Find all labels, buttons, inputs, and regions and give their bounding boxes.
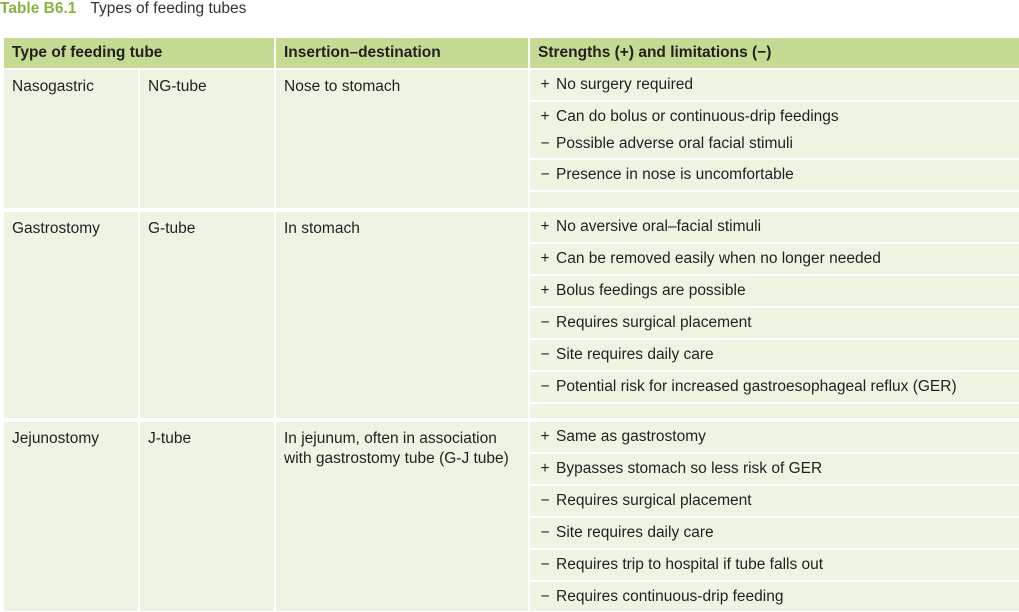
row-group-gastrostomy — [4, 212, 1019, 418]
list-item — [530, 340, 1019, 370]
sign: − — [540, 135, 550, 152]
list-item — [530, 276, 1019, 306]
cell-abbr: J-tube — [140, 422, 274, 611]
sign: + — [540, 108, 550, 125]
item-text: No surgery required — [556, 76, 693, 93]
list-item — [530, 212, 1019, 242]
sign: − — [540, 588, 550, 605]
header-type: Type of feeding tube — [4, 38, 274, 68]
item-text: Can be removed easily when no longer needed — [556, 250, 881, 267]
cell-abbr: NG-tube — [140, 70, 274, 208]
list-item — [530, 518, 1019, 548]
table-title: Types of feeding tubes — [90, 0, 247, 17]
sign: + — [540, 460, 550, 477]
sign: − — [540, 492, 550, 509]
item-text: Possible adverse oral facial stimuli — [556, 135, 793, 152]
list-item — [530, 582, 1019, 611]
list-item — [530, 372, 1019, 402]
item-text: Can do bolus or continuous-drip feedings — [556, 108, 839, 125]
spacer-row — [530, 404, 1019, 418]
item-text: Requires surgical placement — [556, 492, 752, 509]
item-text: Bolus feedings are possible — [556, 282, 746, 299]
list-item — [530, 550, 1019, 580]
item-text: Same as gastrostomy — [556, 428, 706, 445]
sign: + — [540, 282, 550, 299]
sign: − — [540, 524, 550, 541]
cell-destination: Nose to stomach — [276, 70, 528, 208]
sign: + — [540, 428, 550, 445]
list-item — [530, 160, 1019, 190]
cell-destination: In stomach — [276, 212, 528, 418]
sign: − — [540, 166, 550, 183]
list-item — [530, 422, 1019, 452]
item-text: Presence in nose is uncomfortable — [556, 166, 794, 183]
table-number: Table B6.1 — [0, 0, 77, 17]
item-text: No aversive oral–facial stimuli — [556, 218, 762, 235]
list-item — [530, 102, 1019, 158]
item-text: Bypasses stomach so less risk of GER — [556, 460, 823, 477]
spacer-row — [530, 192, 1019, 208]
cell-type: Jejunostomy — [4, 422, 138, 611]
item-text: Site requires daily care — [556, 346, 714, 363]
cell-destination: In jejunum, often in association with gastrostomy tube (G-J tube) — [276, 422, 528, 611]
cell-type: Gastrostomy — [4, 212, 138, 418]
header-strengths: Strengths (+) and limitations (−) — [530, 38, 1019, 68]
sign: − — [540, 346, 550, 363]
sign: − — [540, 556, 550, 573]
list-item — [530, 454, 1019, 484]
list-item — [530, 70, 1019, 100]
item-text: Requires surgical placement — [556, 314, 752, 331]
list-item — [530, 308, 1019, 338]
header-insertion: Insertion–destination — [276, 38, 528, 68]
item-text: Requires continuous-drip feeding — [556, 588, 784, 605]
row-group-jejunostomy — [4, 422, 1019, 611]
cell-type: Nasogastric — [4, 70, 138, 208]
list-item — [530, 486, 1019, 516]
sign: + — [540, 250, 550, 267]
sign: + — [540, 218, 550, 235]
item-text: Site requires daily care — [556, 524, 714, 541]
table-caption — [0, 0, 246, 18]
list-item — [530, 244, 1019, 274]
sign: − — [540, 314, 550, 331]
sign: − — [540, 378, 550, 395]
item-text: Requires trip to hospital if tube falls out — [556, 556, 824, 573]
item-text: Potential risk for increased gastroesophageal reflux (GER) — [556, 378, 957, 395]
row-group-nasogastric — [4, 70, 1019, 208]
sign: + — [540, 76, 550, 93]
cell-abbr: G-tube — [140, 212, 274, 418]
